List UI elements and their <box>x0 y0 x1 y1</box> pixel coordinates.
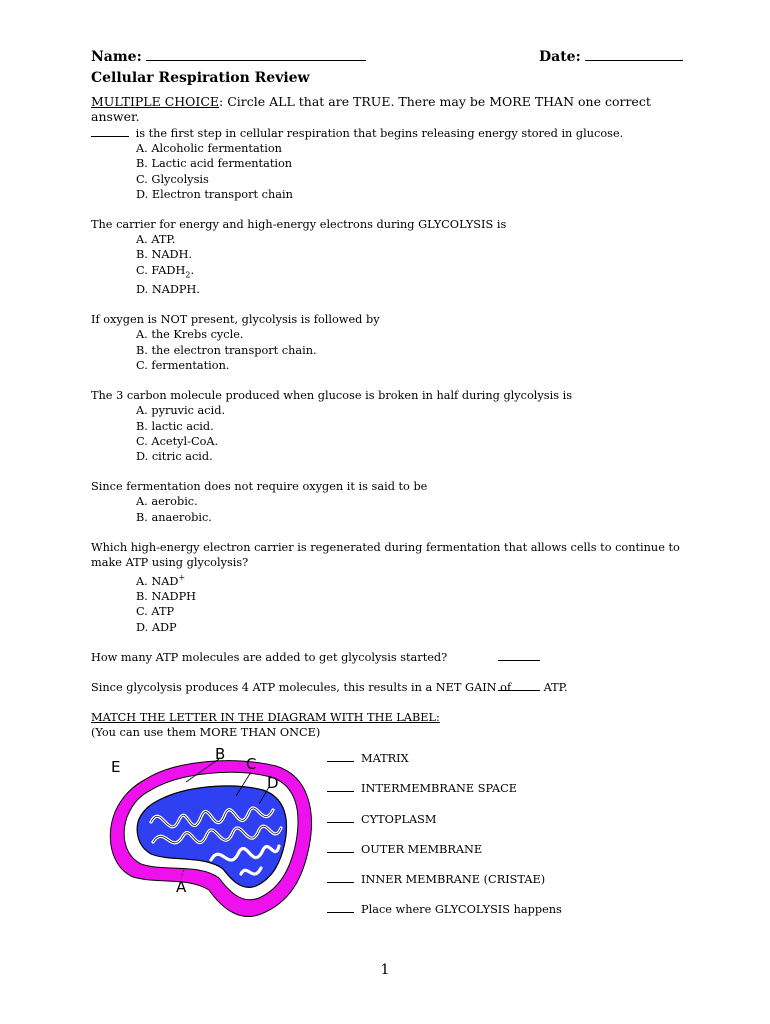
nad-superscript: + <box>178 573 186 583</box>
answer-blank[interactable] <box>327 781 354 792</box>
instructions <box>91 94 691 126</box>
option-b[interactable]: B. lactic acid. <box>136 419 214 433</box>
short-answer-2 <box>91 680 691 695</box>
match-row-glycolysis <box>327 902 562 932</box>
option-c[interactable]: C. Acetyl-CoA. <box>136 434 219 448</box>
page-title: Cellular Respiration Review <box>91 70 310 86</box>
short-answer-1 <box>91 650 691 665</box>
option-c-text: C. FADH <box>136 263 186 277</box>
answer-blank[interactable] <box>498 650 540 661</box>
question-4 <box>91 388 691 464</box>
match-label: Place where GLYCOLYSIS happens <box>361 903 562 917</box>
matching-heading <box>91 710 691 740</box>
match-row-inner-membrane <box>327 872 562 902</box>
question-stem: If oxygen is NOT present, glycolysis is followed by <box>91 313 380 327</box>
question-stem: Since fermentation does not require oxygen it is said to be <box>91 480 428 494</box>
option-c[interactable]: C. ATP <box>136 605 175 619</box>
match-row-matrix <box>327 751 562 781</box>
match-label: OUTER MEMBRANE <box>361 842 483 856</box>
match-label: CYTOPLASM <box>361 812 437 826</box>
letter-e: E <box>111 758 121 776</box>
question-5 <box>91 479 691 525</box>
option-a[interactable]: A. pyruvic acid. <box>136 404 226 418</box>
question-2 <box>91 217 691 297</box>
fadh-subscript: 2 <box>185 269 191 279</box>
letter-d: D <box>267 774 279 792</box>
question-stem: The carrier for energy and high-energy electrons during GLYCOLYSIS is <box>91 218 507 232</box>
match-label: INTERMEMBRANE SPACE <box>361 782 518 796</box>
option-d[interactable]: D. Electron transport chain <box>136 187 293 201</box>
match-row-outer-membrane <box>327 842 562 872</box>
answer-blank[interactable] <box>327 872 354 883</box>
option-d[interactable]: D. ADP <box>136 620 177 634</box>
answer-blank[interactable] <box>327 812 354 823</box>
matching-labels <box>327 751 562 933</box>
short-answer-question: How many ATP molecules are added to get glycolysis started? <box>91 650 448 664</box>
letter-c: C <box>246 755 257 773</box>
answer-blank[interactable] <box>498 680 540 691</box>
answer-blank[interactable] <box>327 751 354 762</box>
option-a[interactable]: A. the Krebs cycle. <box>136 328 244 342</box>
option-a[interactable]: A. Alcoholic fermentation <box>136 142 282 156</box>
option-a[interactable]: A. ATP. <box>136 233 176 247</box>
date-field[interactable] <box>539 48 683 65</box>
match-label: INNER MEMBRANE (CRISTAE) <box>361 873 546 887</box>
option-b[interactable]: B. anaerobic. <box>136 510 212 524</box>
answer-blank[interactable] <box>327 842 354 853</box>
atp-suffix: ATP. <box>540 680 568 694</box>
fadh-suffix: . <box>190 263 195 277</box>
date-label: Date: <box>539 49 581 65</box>
option-a-text: A. NAD <box>136 574 179 588</box>
match-row-cytoplasm <box>327 812 562 842</box>
matching-note: (You can use them MORE THAN ONCE) <box>91 725 321 739</box>
match-label: MATRIX <box>361 752 409 765</box>
mitochondrion-diagram <box>91 742 321 927</box>
option-a[interactable] <box>91 570 691 589</box>
option-c[interactable]: C. fermentation. <box>136 358 230 372</box>
option-a[interactable]: A. aerobic. <box>136 495 198 509</box>
option-b[interactable]: B. NADH. <box>136 248 193 262</box>
option-d[interactable]: D. citric acid. <box>136 449 213 463</box>
question-1 <box>91 126 691 202</box>
letter-a: A <box>176 878 187 896</box>
match-row-intermembrane <box>327 781 562 811</box>
worksheet-page <box>91 48 691 740</box>
option-b[interactable]: B. Lactic acid fermentation <box>136 157 293 171</box>
option-c[interactable]: C. Glycolysis <box>136 172 209 186</box>
answer-blank[interactable] <box>91 126 129 137</box>
question-6 <box>91 540 691 635</box>
question-stem: The 3 carbon molecule produced when glucose is broken in half during glycolysis is <box>91 389 573 403</box>
instructions-text: : Circle ALL that are TRUE. There may be MORE THAN one correct answer. <box>91 94 651 124</box>
question-stem: Which high-energy electron carrier is regenerated during fermentation that allows cells to continue to make ATP using glycolysis? <box>91 540 680 569</box>
short-answer-question: Since glycolysis produces 4 ATP molecules, this results in a NET GAIN of <box>91 680 512 694</box>
date-blank[interactable] <box>585 48 683 61</box>
option-b[interactable]: B. NADPH <box>136 590 197 604</box>
option-c[interactable] <box>91 263 691 282</box>
answer-blank[interactable] <box>327 902 354 913</box>
name-blank[interactable] <box>146 48 366 61</box>
question-3 <box>91 312 691 373</box>
option-d[interactable]: D. NADPH. <box>136 283 200 297</box>
page-number: 1 <box>380 962 390 978</box>
question-stem: is the first step in cellular respiration that begins releasing energy stored in glucose. <box>132 127 624 140</box>
letter-b: B <box>215 745 226 763</box>
header <box>91 48 691 70</box>
name-field[interactable] <box>91 48 366 65</box>
name-label: Name: <box>91 49 142 65</box>
matching-title: MATCH THE LETTER IN THE DIAGRAM WITH THE LABEL: <box>91 710 440 724</box>
instructions-heading: MULTIPLE CHOICE <box>91 94 220 109</box>
option-b[interactable]: B. the electron transport chain. <box>136 343 317 357</box>
